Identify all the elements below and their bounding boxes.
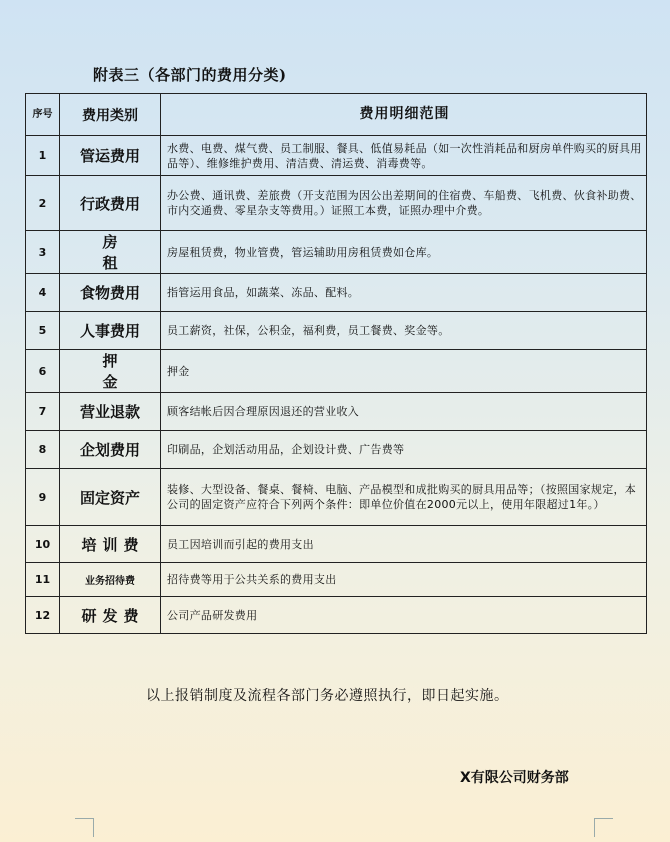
- row-no: 11: [26, 563, 60, 597]
- table-row: [26, 563, 647, 597]
- row-detail: 员工薪资，社保，公积金，福利费，员工餐费、奖金等。: [161, 312, 647, 350]
- row-category: 企划费用: [60, 431, 161, 469]
- row-detail: 房屋租赁费，物业管费，管运辅助用房租赁费如仓库。: [161, 231, 647, 274]
- row-no: 2: [26, 176, 60, 231]
- row-no: 10: [26, 526, 60, 563]
- row-detail: 公司产品研发费用: [161, 597, 647, 634]
- row-detail: 办公费、通讯费、差旅费（开支范围为因公出差期间的住宿费、车船费、飞机费、伙食补助费、市内交通费、零星杂支等费用。）证照工本费，证照办理中介费。: [161, 176, 647, 231]
- row-no: 5: [26, 312, 60, 350]
- table-row: [26, 231, 647, 274]
- table-row: [26, 136, 647, 176]
- page-corner-mark-right: [594, 818, 613, 837]
- table-row: [26, 393, 647, 431]
- table-row: [26, 526, 647, 563]
- row-detail: 水费、电费、煤气费、员工制服、餐具、低值易耗品（如一次性消耗品和厨房单件购买的厨具用品等）、维修维护费用、清洁费、清运费、消毒费等。: [161, 136, 647, 176]
- closing-statement: 以上报销制度及流程各部门务必遵照执行，即日起实施。: [146, 688, 509, 704]
- row-no: 9: [26, 469, 60, 526]
- row-no: 12: [26, 597, 60, 634]
- header-detail: 费用明细范围: [161, 94, 647, 136]
- row-category: 管运费用: [60, 136, 161, 176]
- row-category: 行政费用: [60, 176, 161, 231]
- row-no: 3: [26, 231, 60, 274]
- table-row: [26, 597, 647, 634]
- table-row: [26, 350, 647, 393]
- row-detail: 员工因培训而引起的费用支出: [161, 526, 647, 563]
- row-category: 业务招待费: [60, 563, 161, 597]
- row-category: 食物费用: [60, 274, 161, 312]
- row-detail: 押金: [161, 350, 647, 393]
- row-category: 押金: [60, 350, 161, 393]
- row-detail: 顾客结帐后因合理原因退还的营业收入: [161, 393, 647, 431]
- row-detail: 印刷品，企划活动用品，企划设计费、广告费等: [161, 431, 647, 469]
- row-category: 培训费: [60, 526, 161, 563]
- table-row: [26, 431, 647, 469]
- row-no: 8: [26, 431, 60, 469]
- table-row: [26, 176, 647, 231]
- expense-category-table: [25, 93, 647, 634]
- row-category: 房租: [60, 231, 161, 274]
- appendix-title: 附表三（各部门的费用分类): [93, 66, 287, 84]
- row-no: 1: [26, 136, 60, 176]
- row-category: 固定资产: [60, 469, 161, 526]
- row-detail: 招待费等用于公共关系的费用支出: [161, 563, 647, 597]
- page-corner-mark-left: [75, 818, 94, 837]
- row-category: 人事费用: [60, 312, 161, 350]
- row-category: 研发费: [60, 597, 161, 634]
- table-row: [26, 274, 647, 312]
- row-no: 4: [26, 274, 60, 312]
- row-detail: 装修、大型设备、餐桌、餐椅、电脑、产品模型和成批购买的厨具用品等；（按照国家规定，本公司的固定资产应符合下列两个条件：即单位价值在2000元以上，使用年限超过1年。）: [161, 469, 647, 526]
- row-category: 营业退款: [60, 393, 161, 431]
- row-detail: 指管运用食品，如蔬菜、冻品、配料。: [161, 274, 647, 312]
- row-no: 7: [26, 393, 60, 431]
- header-no: 序号: [26, 94, 60, 136]
- table-row: [26, 312, 647, 350]
- row-no: 6: [26, 350, 60, 393]
- header-category: 费用类别: [60, 94, 161, 136]
- signature: X有限公司财务部: [460, 770, 569, 786]
- table-row: [26, 469, 647, 526]
- table-header-row: [26, 94, 647, 136]
